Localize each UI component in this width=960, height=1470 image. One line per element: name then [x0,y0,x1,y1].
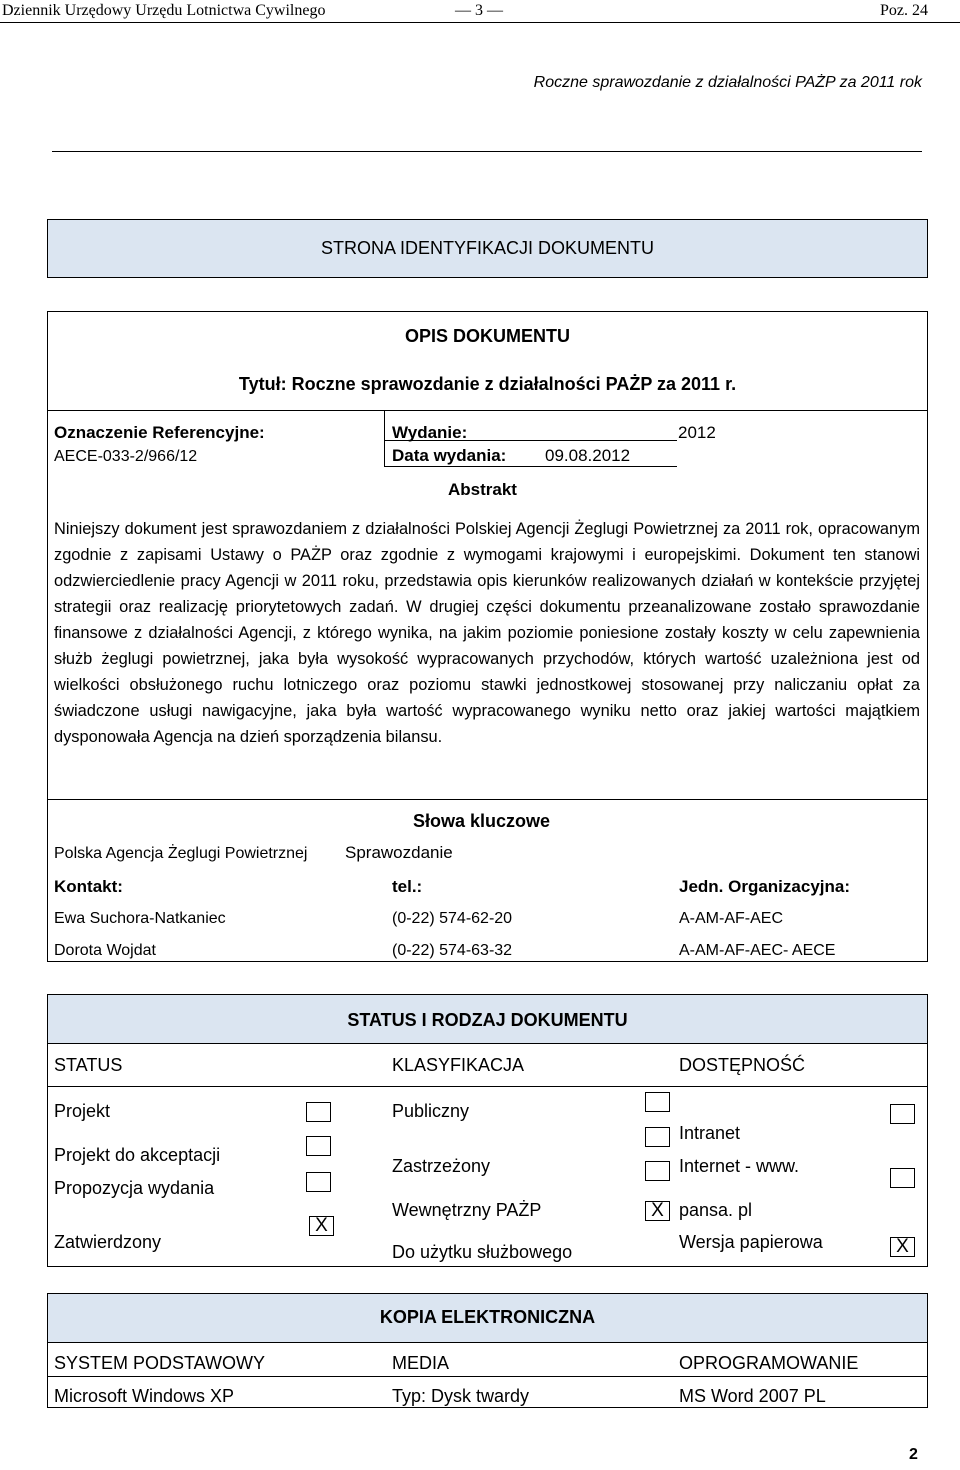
class-label-zastrzezony: Zastrzeżony [392,1156,491,1176]
status-checkbox-projekt[interactable] [306,1102,331,1122]
avail-label-pansa: pansa. pl [679,1200,753,1220]
status-header-rule [47,1086,928,1087]
avail-checkbox-top[interactable] [890,1104,915,1124]
keyword-item: Sprawozdanie [345,843,453,862]
abstract-heading: Abstrakt [448,480,517,499]
ecopy-header-software: OPROGRAMOWANIE [679,1353,859,1373]
avail-label-internet: Internet - www. [679,1156,800,1176]
class-checkbox-zastrzezony[interactable] [645,1161,670,1181]
status-checkbox-zatwierdzony[interactable]: X [309,1216,334,1236]
keywords-heading: Słowa kluczowe [413,811,551,831]
edition-divider [384,410,385,466]
status-label-projekt: Projekt [54,1101,111,1121]
edition-label: Wydanie: [392,423,468,442]
journal-name: Dziennik Urzędowy Urzędu Lotnictwa Cywilnego [2,2,326,19]
document-title: Tytuł: Roczne sprawozdanie z działalności PAŻP za 2011 r. [238,374,737,394]
status-label-zatwierdzony: Zatwierdzony [54,1232,162,1252]
ecopy-value-software: MS Word 2007 PL [679,1386,826,1406]
avail-checkbox-papierowa[interactable]: X [890,1237,915,1257]
keyword-item: Polska Agencja Żeglugi Powietrznej [54,845,308,862]
status-checkbox-propozycja[interactable] [306,1172,331,1192]
unit-header: Jedn. Organizacyjna: [679,877,850,896]
contact-header: Kontakt: [54,877,123,896]
class-label-publiczny: Publiczny [392,1101,470,1121]
ecopy-value-media: Typ: Dysk twardy [392,1386,530,1406]
ecopy-row-rule [47,1376,928,1377]
avail-label-papierowa: Wersja papierowa [679,1232,823,1252]
contact-phone: (0-22) 574-63-32 [392,942,513,959]
ecopy-title-box [47,1293,928,1343]
classification-col-header: KLASYFIKACJA [392,1055,525,1075]
identification-box [47,219,928,278]
contact-unit: A-AM-AF-AEC- AECE [679,942,836,959]
date-row-rule [384,466,677,467]
ecopy-header-media: MEDIA [392,1353,450,1373]
abstract-text: Niniejszy dokument jest sprawozdaniem z działalności Polskiej Agencji Żeglugi Powietrznej za 2011 rok, opracowanym zgodnie z zapisami Ustawy o PAŻP oraz zgodnie z wymogami krajowymi i europejskimi. Dokument ten stanowi odzwierciedlenie pracy Agencji w 2011 roku, przedstawia opis kierunków realizowanych działań w kontekście przyjętej strategii oraz realizację priorytetowych zadań. W drugiej części dokumentu przeanalizowane zostało sprawozdanie finansowe z działalności Agencji, z którego wynika, na jakim poziomie poniesione zostały koszty w celu zapewnienia służb żeglugi powietrznej, jaka była wysokość wypracowanych przychodów, których wartość uzależniona jest od wielkości obsłużonego ruchu lotniczego oraz poziomu stawki jednostkowej stosowanej przy naliczaniu opłat za świadczone usługi nawigacyjne, jaka była wartość wypracowanego wyniku netto oraz jakiej wartości majątkiem dysponowała Agencja na dzień sporządzenia bilansu. [54,520,920,746]
ref-value: AECE-033-2/966/12 [54,448,198,465]
avail-label-intranet: Intranet [679,1123,741,1143]
date-label: Data wydania: [392,446,507,465]
description-heading: OPIS DOKUMENTU [404,326,570,346]
class-checkbox-extra[interactable] [645,1127,670,1147]
class-checkbox-publiczny[interactable] [645,1092,670,1112]
class-label-do-uzytku: Do użytku służbowego [392,1242,573,1262]
report-subtitle: Roczne sprawozdanie z działalności PAŻP za 2011 rok [533,74,922,91]
identification-title: STRONA IDENTYFIKACJI DOKUMENTU [320,238,655,258]
date-value: 09.08.2012 [545,446,631,465]
status-col-header: STATUS [54,1055,123,1075]
ref-label: Oznaczenie Referencyjne: [54,423,265,442]
page-number: 2 [909,1446,918,1463]
phone-header: tel.: [392,877,423,896]
contact-name: Dorota Wojdat [54,942,156,959]
edition-value: 2012 [678,423,716,442]
status-checkbox-do-akceptacji[interactable] [306,1136,331,1156]
position-number: Poz. 24 [880,2,928,19]
availability-col-header: DOSTĘPNOŚĆ [679,1055,806,1075]
page-range: — 3 — [455,2,503,19]
contact-name: Ewa Suchora-Natkaniec [54,910,226,927]
contact-phone: (0-22) 574-62-20 [392,910,513,927]
ecopy-title: KOPIA ELEKTRONICZNA [379,1307,596,1327]
ecopy-header-system: SYSTEM PODSTAWOWY [54,1353,266,1373]
status-title-box [47,994,928,1044]
class-checkbox-wewnetrzny[interactable]: X [645,1201,670,1221]
header-rule [0,22,960,23]
status-title: STATUS I RODZAJ DOKUMENTU [347,1010,628,1030]
status-label-do-akceptacji: Projekt do akceptacji [54,1145,221,1165]
ecopy-value-system: Microsoft Windows XP [54,1386,235,1406]
contact-unit: A-AM-AF-AEC [679,910,783,927]
avail-checkbox-internet[interactable] [890,1168,915,1188]
status-label-propozycja: Propozycja wydania [54,1178,215,1198]
class-label-wewnetrzny: Wewnętrzny PAŻP [392,1200,542,1220]
subtitle-rule [52,151,922,152]
